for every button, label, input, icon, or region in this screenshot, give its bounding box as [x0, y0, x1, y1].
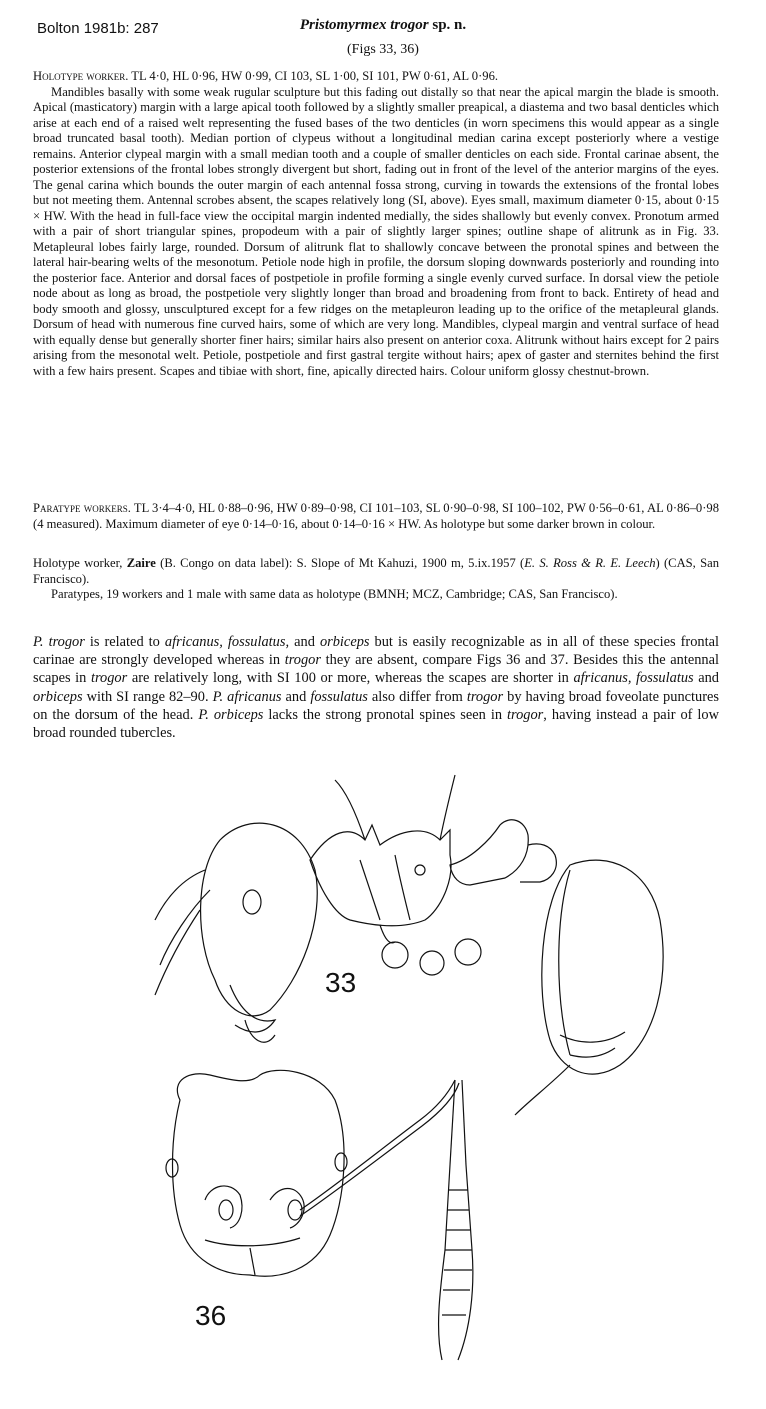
holotype-description: Mandibles basally with some weak rugular sculpture but this fading out distally so that near the apical margin the blade is smooth. Apical (masticatory) margin with a large apical tooth followed by a slightly smaller preapical, a diastema and two basal denticles which arise at each end of a raised welt representing the fused bases of the two denticles (in worn specimens this would appear as a single broad truncated basal tooth). Median portion of clypeus without a longitudinal median carina except posteriorly where a vestige remains. Anterior clypeal margin with a small median tooth and a couple of smaller denticles on each side. Frontal carinae absent, the posterior extensions of the frontal lobes strongly divergent but short, fading out in front of the level of the anterior margins of the eyes. The genal carina which bounds the outer margin of each antennal fossa strong, curving in towards the extensions of the frontal lobes but not meeting them. Antennal scrobes absent, the scapes relatively long (SI, above). Eyes small, maximum diameter 0·15, about 0·15 × HW. With the head in full-face view the occipital margin indented medially, the sides shallowly but evenly convex. Pronotum armed with a pair of short triangular spines, propodeum with a pair of slightly larger spines; outline shape of alitrunk as in Fig. 33. Metapleural lobes fairly large, rounded. Dorsum of alitrunk flat to shallowly concave between the pronotal spines and between the lateral hair-bearing welts of the mesonotum. Petiole node high in profile, the dorsum sloping downwards posteriorly and rounding into the posterior face. Anterior and dorsal faces of postpetiole in profile forming a single evenly curved surface. In dorsal view the petiole node about as long as broad, the postpetiole very slightly longer than broad and broadening from front to back. Entirety of head and body smooth and glossy, unsculptured except for a few ridges on the metapleuron leading up to the orifice of the metapleural glands. Dorsum of head with numerous fine curved hairs, some of which are very long. Mandibles, clypeal margin and ventral surface of head with equally dense but generally shorter finer hairs; similar hairs also present on anterior coxa. Alitrunk without hairs except for 2 pairs arising from the mesonotal welt. Petiole, postpetiole and first gastral tergite without hairs; apex of gaster and sternites behind the first with a few hairs present. Scapes and tibiae with short, fine, apically directed hairs. Colour uniform glossy chestnut-brown. [33, 84, 719, 378]
figure-reference: (Figs 33, 36) [347, 42, 419, 57]
discussion-paragraph: P. trogor is related to africanus, fossulatus, and orbiceps but is easily recognizable as in all of these species frontal carinae are strongly developed whereas in trogor they are absent, compare Figs 36 and 37. Besides this the antennal scapes in trogor are relatively long, with SI 100 or more, whereas the scapes are shorter in africanus, fossulatus and orbiceps with SI range 82–90. P. africanus and fossulatus also differ from trogor by having broad foveolate punctures on the dorsum of the head. P. orbiceps lacks the strong pronotal spines seen in trogor, having instead a pair of low broad rounded tubercles. [33, 634, 720, 742]
paratype-paragraph: Paratype workers. TL 3·4–4·0, HL 0·88–0·96, HW 0·89–0·98, CI 101–103, SL 0·90–0·98, SI 100–102, PW 0·56–0·61, AL 0·86–0·98 (4 measured). Maximum diameter of eye 0·14–0·16, about 0·14–0·16 × HW. As holotype but some darker brown in colour. [33, 501, 719, 531]
holotype-section [33, 69, 719, 379]
holotype-heading: Holotype worker. [33, 69, 129, 83]
holotype-locality: Holotype worker, Zaire (B. Congo on data label): S. Slope of Mt Kahuzi, 1900 m, 5.ix.1957 (E. S. Ross & R. E. Leech) (CAS, San Francisco). [33, 556, 719, 586]
fig33-petiole [450, 820, 556, 885]
fig36-label: 36 [195, 1300, 227, 1331]
holotype-measurements: Holotype worker. TL 4·0, HL 0·96, HW 0·99, CI 103, SL 1·00, SI 101, PW 0·61, AL 0·96. [33, 69, 499, 83]
paratype-material: Paratypes, 19 workers and 1 male with same data as holotype (BMNH; MCZ, Cambridge; CAS, San Francisco). [51, 587, 618, 601]
header-citation: Bolton 1981b: 287 [37, 20, 159, 37]
fig33-label: 33 [325, 967, 357, 998]
fig33-alitrunk [310, 775, 481, 975]
species-name: Pristomyrmex trogor [299, 17, 429, 33]
ant-illustration [150, 770, 690, 1370]
species-status: sp. n. [428, 17, 467, 33]
paratype-section [33, 501, 719, 532]
header-title [0, 17, 766, 34]
paratype-heading: Paratype workers. [33, 501, 131, 515]
material-section [33, 556, 719, 603]
fig36-antenna [300, 1080, 473, 1360]
discussion-section [33, 633, 719, 742]
fig33-head [155, 823, 317, 1042]
fig33-gaster [515, 860, 663, 1115]
fig36-head [166, 1070, 347, 1276]
